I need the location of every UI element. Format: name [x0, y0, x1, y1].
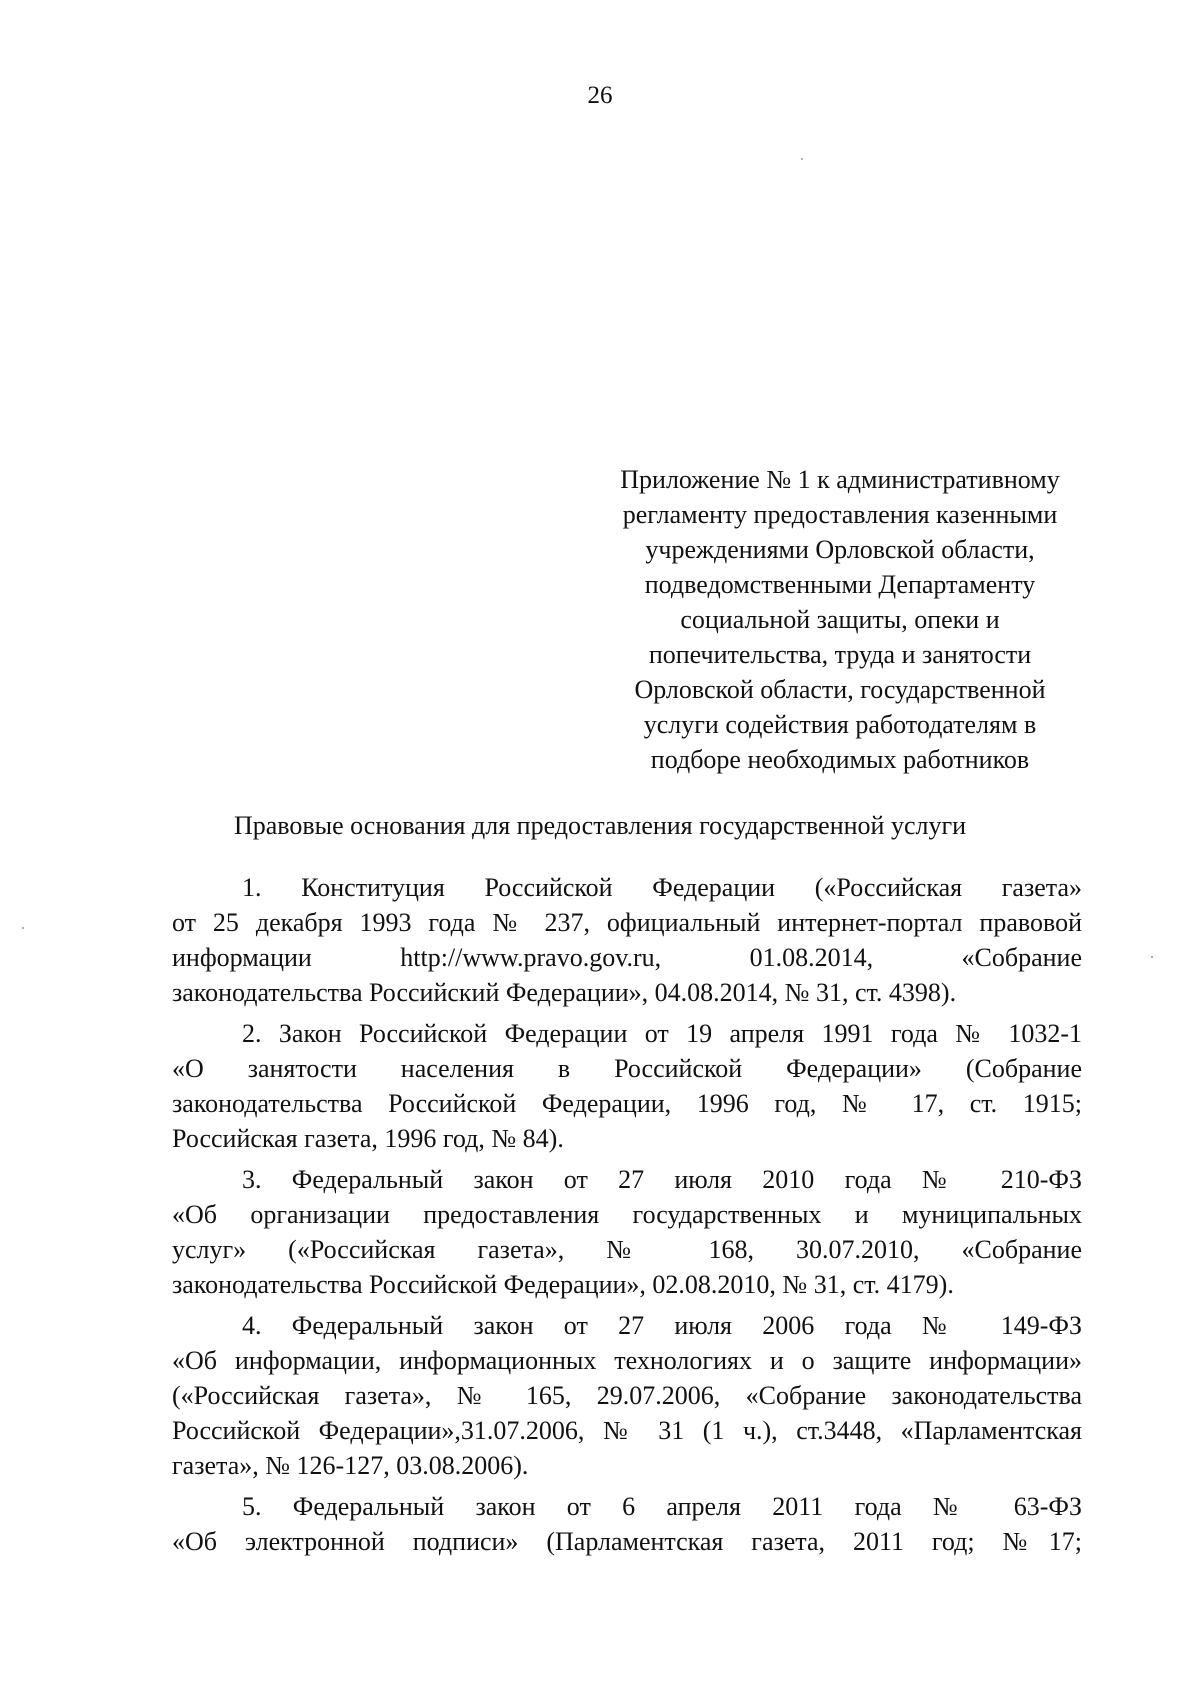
- paragraph-1: [172, 870, 1082, 1010]
- appendix-line: услуги содействия работодателям в: [643, 710, 1037, 739]
- text-line: услуг» («Российская газета», № 168, 30.07.2010, «Собрание: [172, 1235, 1082, 1264]
- appendix-line: учреждениями Орловской области,: [645, 535, 1035, 564]
- text-line: Российской Федерации»,31.07.2006, № 31 (1 ч.), ст.3448, «Парламентская: [172, 1416, 1082, 1445]
- appendix-line: подведомственными Департаменту: [644, 570, 1036, 599]
- paragraph-4: [172, 1308, 1082, 1483]
- scan-speck: [1151, 956, 1153, 958]
- appendix-line: регламенту предоставления казенными: [622, 500, 1058, 529]
- text-line: законодательства Российской Федерации, 1996 год, № 17, ст. 1915;: [172, 1089, 1082, 1118]
- paragraph-5: [172, 1489, 1082, 1559]
- text-line: законодательства Российский Федерации», 04.08.2014, № 31, ст. 4398).: [172, 978, 957, 1007]
- text-line: «О занятости населения в Российской Федерации» (Собрание: [172, 1054, 1082, 1083]
- appendix-line: Орловской области, государственной: [634, 675, 1046, 704]
- text-line: 1. Конституция Российской Федерации («Российская газета»: [242, 873, 1082, 902]
- page-number: 26: [587, 82, 613, 109]
- text-line: («Российская газета», № 165, 29.07.2006, «Собрание законодательства: [172, 1381, 1082, 1410]
- appendix-header: [600, 462, 1080, 777]
- paragraph-2: [172, 1016, 1082, 1156]
- appendix-line: социальной защиты, опеки и: [680, 605, 1000, 634]
- text-line: 2. Закон Российской Федерации от 19 апреля 1991 года № 1032-1: [242, 1019, 1082, 1048]
- text-line: законодательства Российской Федерации», 02.08.2010, № 31, ст. 4179).: [172, 1270, 954, 1299]
- appendix-line: подборе необходимых работников: [650, 745, 1030, 774]
- scan-speck: [801, 158, 803, 160]
- text-line: «Об информации, информационных технологиях и о защите информации»: [172, 1346, 1082, 1375]
- text-line: «Об электронной подписи» (Парламентская газета, 2011 год; №17;: [172, 1527, 1082, 1556]
- text-line: газета», № 126-127, 03.08.2006).: [172, 1451, 529, 1480]
- text-line: 5. Федеральный закон от 6 апреля 2011 года № 63-ФЗ: [242, 1492, 1082, 1521]
- appendix-line: попечительства, труда и занятости: [648, 640, 1032, 669]
- text-line: 3. Федеральный закон от 27 июля 2010 года № 210-ФЗ: [242, 1165, 1082, 1194]
- appendix-line: Приложение № 1 к административному: [620, 465, 1060, 494]
- text-line: 4. Федеральный закон от 27 июля 2006 года № 149-ФЗ: [242, 1311, 1082, 1340]
- paragraph-3: [172, 1162, 1082, 1302]
- text-line: информации http://www.pravo.gov.ru, 01.08.2014, «Собрание: [172, 943, 1082, 972]
- text-line: Российская газета, 1996 год, № 84).: [172, 1124, 564, 1153]
- text-line: от 25 декабря 1993 года № 237, официальный интернет-портал правовой: [172, 908, 1082, 937]
- text-line: «Об организации предоставления государственных и муниципальных: [172, 1200, 1082, 1229]
- document-body: [172, 870, 1082, 1559]
- scan-speck: [22, 927, 24, 929]
- document-title: Правовые основания для предоставления государственной услуги: [233, 811, 967, 840]
